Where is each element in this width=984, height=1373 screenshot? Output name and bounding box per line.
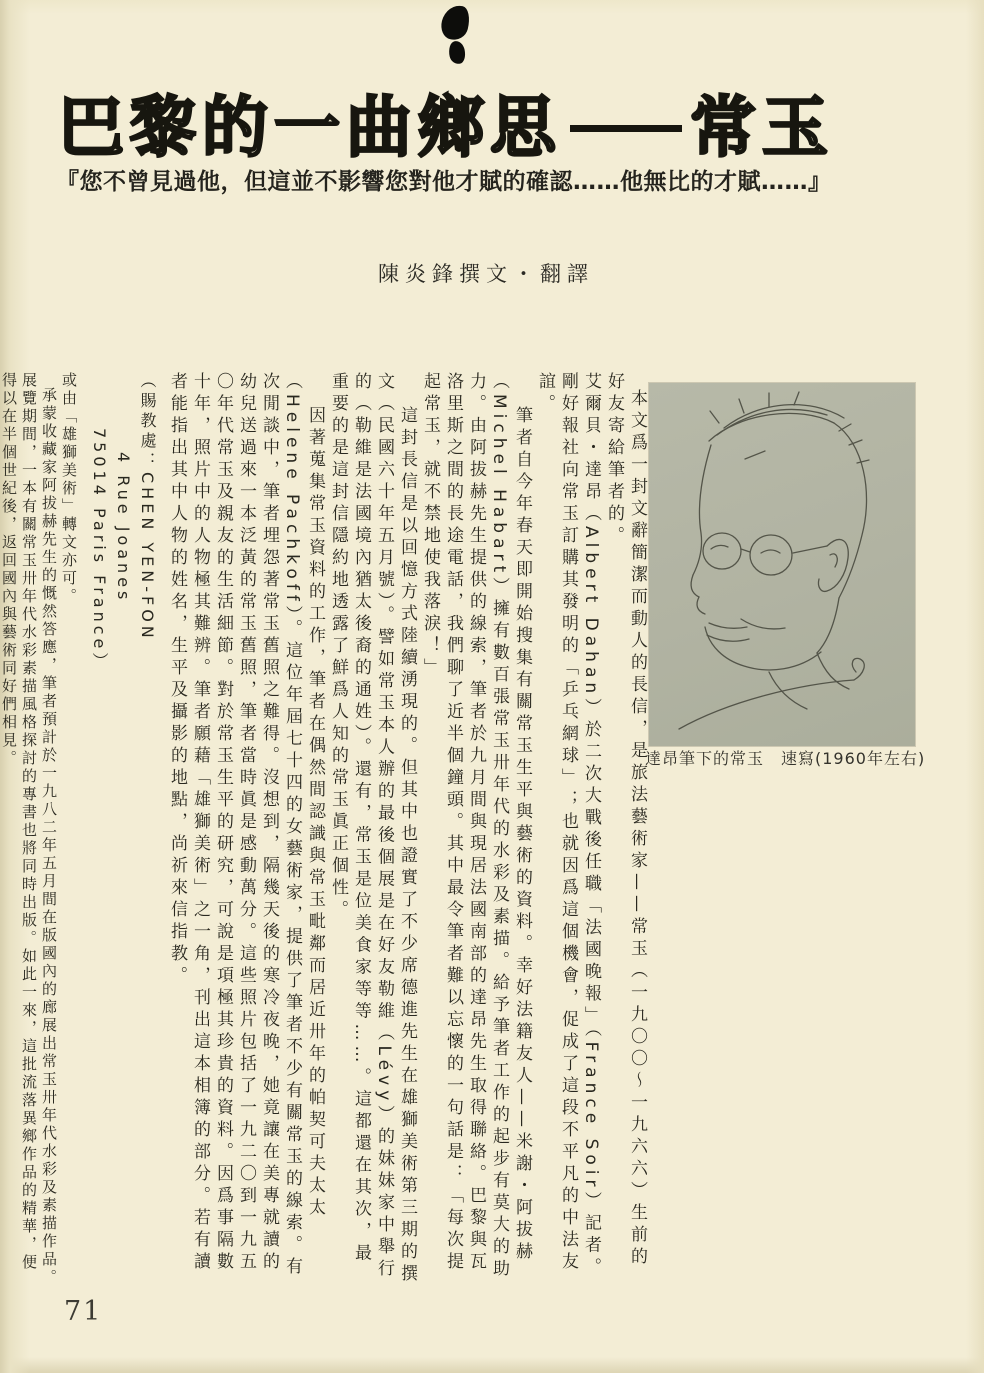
paragraph: 這封長信是以回憶方式陸續湧現的。但其中也證實了不少席德進先生在雄獅美術第三期的撰文（民國六十年五月號）。譬如常玉本人辦的最後個展是在好友勒維（Lévy）的妹妹家中舉行的（勒維是法國境內猶太後裔的通姓）。還有，常玉是位美食家等等……。這都還在其次，最重要的是這封信隱約地透露了鮮爲人知的常玉眞正個性。 <box>328 372 417 1286</box>
paragraph: 承蒙收藏家阿拔赫先生的慨然答應，筆者預計於一九八二年五月間在版國內的廊展出常玉卅年代水彩及素描作品。展覽期間，一本有關常玉卅年代水彩素描風格探討的專書也將同時出版。如此一來，這批流落異鄉作品的精華，便得以在半個世紀後，返回國內與藝術同好們相見。 <box>0 372 58 1287</box>
paragraph: 因著蒐集常玉資料的工作，筆者在偶然間認識與常玉毗鄰而居近卅年的帕契可夫太太（Helene Pachkoff）。這位年屆七十四的女藝術家，提供了筆者不少有關常玉的線索。有次閒談中，筆者埋怨著常玉舊照之難得。沒想到，隔幾天後的寒冷夜晚，她竟讓在美專就讀的幼兒送過來一本泛黃的常玉舊照，筆者當時眞是感動萬分。這些照片包括了一九二〇到一九五〇年代常玉及親友的生活細節。對於常玉生平的研究，可說是項極其珍貴的資料。因爲事隔數十年，照片中的人物極其難辨。筆者願藉「雄獅美術」之一角，刊出這本相簿的部分。若有讀者能指出其中人物的姓名，生平及攝影的地點，尚祈來信指教。 <box>167 372 325 1280</box>
ink-blot <box>447 40 467 66</box>
title-part1: 巴黎的一曲鄉思 <box>58 89 562 166</box>
portrait-sketch-image <box>649 383 915 746</box>
ink-blot <box>438 2 473 42</box>
paragraph: 或由「雄獅美術」轉文亦可。 <box>60 372 78 606</box>
contact-address-block <box>87 372 159 1287</box>
paragraph: 筆者自今年春天即開始搜集有關常玉生平與藝術的資料。幸好法籍友人——米謝・阿拔赫（Michel Habart）擁有數百張常玉卅年代的水彩及素描。給予筆者工作的起步有莫大的助力。由阿拔赫先生提供的線索，筆者於九月間與現居法國南部的達昂先生取得聯絡。巴黎與瓦洛里斯之間的長途電話，我們聊了近半個鐘頭。其中最令筆者難以忘懷的一句話是：「每次提起常玉，就不禁地使我落淚！」 <box>420 372 532 1282</box>
page-title <box>58 74 958 166</box>
subtitle-quote: 『您不曾見過他，但這並不影響您對他才賦的確認……他無比的才賦……』 <box>56 169 832 195</box>
address-line: （賜教處：CHEN YEN-FON <box>138 372 157 642</box>
address-line: 4 Rue Joanes <box>114 452 133 604</box>
title-dash <box>570 125 682 132</box>
title-part2: 常玉 <box>690 89 834 166</box>
article-main-text <box>165 372 648 1287</box>
address-line: 75014 Paris France） <box>90 428 109 673</box>
paragraph: 本文爲一封文辭簡潔而動人的長信，是旅法藝術家——常玉（一九〇〇～一九六六）生前的好友寄給筆者的。 <box>604 372 647 1269</box>
appendix-note <box>0 372 79 1287</box>
sketch-drawing <box>649 383 915 746</box>
byline: 陳炎鋒撰文・翻譯 <box>378 262 594 286</box>
figure-caption: 達昂筆下的常玉 速寫(1960年左右) <box>645 749 926 768</box>
article-body <box>0 372 648 1287</box>
page-number: 71 <box>64 1296 103 1327</box>
paragraph: 艾爾貝・達昂（Albert Dahan）於二次大戰後任職「法國晚報」（France Soir）記者。剛好報社向常玉訂購其發明的「乒乓網球」；也就因爲這個機會，促成了這段不平凡的中法友誼。 <box>535 372 601 1280</box>
